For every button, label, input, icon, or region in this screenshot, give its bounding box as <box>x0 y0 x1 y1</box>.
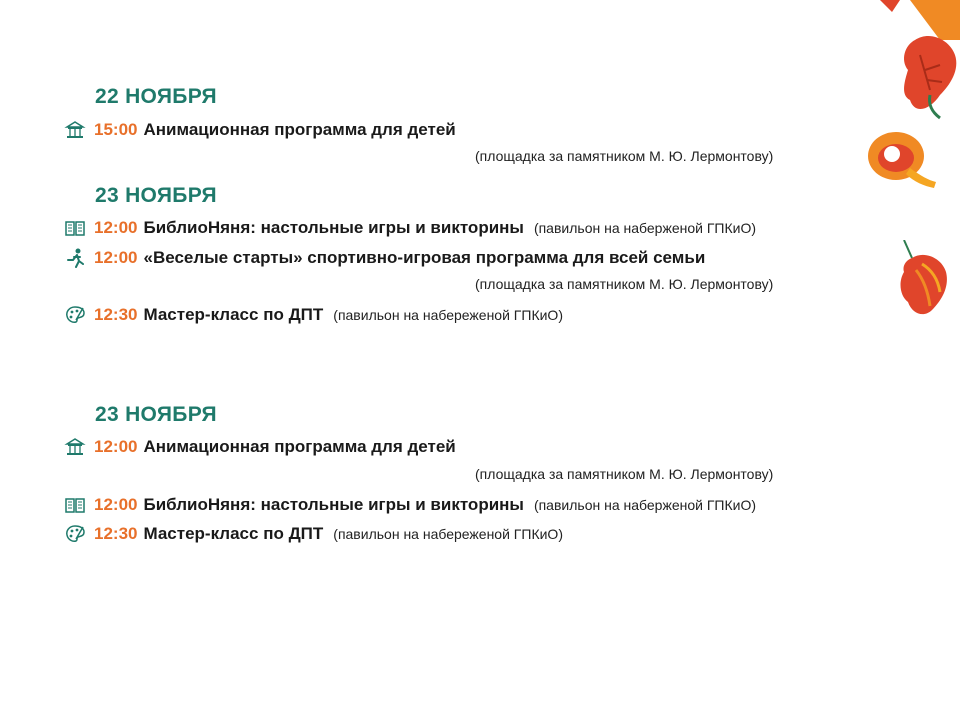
date-heading: 23 НОЯБРЯ <box>95 184 217 207</box>
event-title: «Веселые старты» спортивно-игровая программа для всей семьи <box>143 248 706 267</box>
event-place: (площадка за памятником М. Ю. Лермонтову) <box>475 148 774 164</box>
event-place: (павильон на набереженой ГПКиО) <box>333 307 563 323</box>
event-title: БиблиоНяня: настольные игры и викторины <box>143 218 524 237</box>
autumn-leaf-small-decoration <box>894 240 950 320</box>
autumn-leaf-decoration <box>870 0 960 130</box>
event-place: (площадка за памятником М. Ю. Лермонтову) <box>475 466 774 482</box>
event-time: 12:00 <box>94 248 138 267</box>
event-time: 12:00 <box>94 218 138 237</box>
date-heading: 23 НОЯБРЯ <box>95 403 217 426</box>
event-time: 15:00 <box>94 120 138 139</box>
event-row <box>64 246 705 270</box>
event-title: Мастер-класс по ДПТ <box>143 305 324 324</box>
palette-icon <box>64 523 86 545</box>
event-row <box>64 216 756 240</box>
event-title: Мастер-класс по ДПТ <box>143 524 324 543</box>
event-row <box>64 435 456 459</box>
event-place: (павильон на наберженой ГПКиО) <box>533 497 757 513</box>
event-row <box>64 303 563 327</box>
event-time: 12:30 <box>94 305 138 324</box>
date-heading: 22 НОЯБРЯ <box>95 85 217 108</box>
event-row <box>64 522 563 546</box>
event-place: (павильон на набереженой ГПКиО) <box>333 526 563 542</box>
event-time: 12:30 <box>94 524 138 543</box>
event-place: (павильон на наберженой ГПКиО) <box>533 220 757 236</box>
runner-icon <box>64 247 86 269</box>
book-icon <box>64 494 86 516</box>
event-title: БиблиоНяня: настольные игры и викторины <box>143 495 524 514</box>
event-place: (площадка за памятником М. Ю. Лермонтову) <box>475 276 774 292</box>
carousel-icon <box>64 119 86 141</box>
book-icon <box>64 217 86 239</box>
event-row <box>64 118 456 142</box>
mushroom-decoration <box>866 128 938 190</box>
palette-icon <box>64 304 86 326</box>
carousel-icon <box>64 436 86 458</box>
event-time: 12:00 <box>94 437 138 456</box>
event-title: Анимационная программа для детей <box>143 437 456 456</box>
event-title: Анимационная программа для детей <box>143 120 456 139</box>
event-row <box>64 493 756 517</box>
event-time: 12:00 <box>94 495 138 514</box>
